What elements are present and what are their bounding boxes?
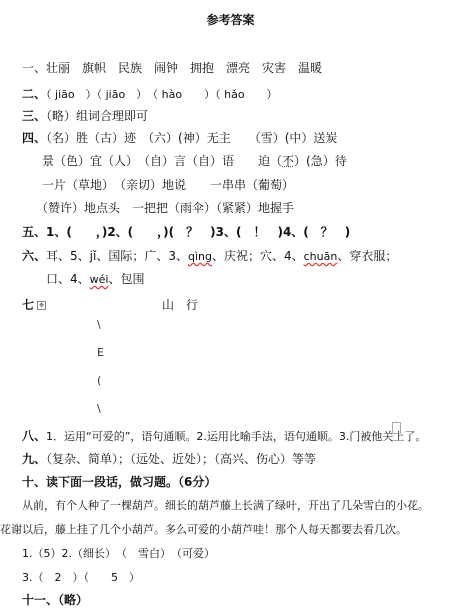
answer-5-number: 五、 [22, 225, 47, 239]
answer-4-line4: （赞许）地点头 一把把（雨伞）（紧紧）地握手 [36, 201, 295, 215]
cropped-poem-mark-4: \ [97, 402, 101, 415]
text-cursor-marker [392, 422, 401, 434]
answer-9-number: 九、 [22, 452, 47, 466]
answer-11 [22, 592, 88, 608]
answer-4-boxed-char: 不 [282, 154, 295, 168]
answer-6-line2-text-c: 、包围 [108, 272, 145, 286]
answer-6-text-a: 耳、5、jǐ、国际；广、3、 [46, 249, 188, 263]
answer-4-line2 [42, 153, 347, 169]
answer-3-number: 三、 [22, 109, 47, 123]
reading-paragraph-line1: 从前，有个人种了一棵葫芦。细长的葫芦藤上长满了绿叶，开出了几朵雪白的小花。 [22, 499, 429, 512]
answer-8-text: 1．运用“可爱的”，语句通顺。2.运用比喻手法，语句通顺。3.门被他关上了。 [46, 430, 427, 443]
answer-6-line2 [46, 271, 144, 288]
answer-4-number: 四、 [22, 131, 47, 145]
answer-4-line2-text-b: ）(急）待 [294, 154, 347, 168]
cropped-poem-mark-3: ( [97, 374, 102, 387]
answer-7-number: 七 [22, 298, 35, 312]
answer-2-number: 二、 [22, 87, 47, 101]
answer-11-number: 十一、 [22, 593, 59, 607]
answer-1 [22, 60, 322, 76]
answer-2-text: （ jiāo ）（ jiāo ） （ hào ）（ hǎo ） [46, 88, 278, 101]
answer-11-text: （略） [58, 593, 89, 607]
answer-8 [22, 428, 426, 445]
answer-4-line2-text-a: 景（色）宜（人） （自）言（自）语 迫（ [42, 154, 283, 168]
answer-2 [22, 86, 278, 103]
answer-3 [22, 108, 148, 124]
reading-paragraph-line2: 花谢以后，藤上挂了几个小葫芦。多么可爱的小葫芦哇！那个人每天都要去看几次。 [0, 523, 407, 536]
page-title: 参考答案 [206, 13, 255, 27]
pinyin-qing: qìng [187, 250, 212, 263]
answer-10-q3: 3.（ 2 ）（ 5 ） [22, 571, 140, 584]
answer-6-text-c: 、庆祝；穴、4、 [211, 249, 304, 263]
answer-8-number: 八、 [22, 429, 47, 443]
answer-4-line1 [22, 130, 337, 146]
answer-1-text: 一、壮丽 旗帜 民族 闹钟 拥抱 漂亮 灾害 温暖 [22, 61, 323, 75]
answer-4-line1-text: （名）胜（古）迹 （六）(神）无主 （雪）(中）送炭 [46, 131, 338, 145]
answer-5 [22, 224, 350, 240]
answer-9-text: （复杂、简单）；（远处、近处）；（高兴、伤心）等等 [46, 452, 317, 466]
answer-6-line1 [22, 248, 397, 265]
cropped-poem-mark-1: \ [97, 318, 101, 331]
pinyin-chuan: chuān [303, 250, 338, 263]
answer-6-text-e: 、穿衣服； [337, 249, 398, 263]
answer-6-number: 六、 [22, 249, 47, 263]
answer-10-q1: 1.（5）2.（细长） （ 雪白） （可爱） [22, 547, 215, 560]
answer-7 [22, 297, 46, 313]
section-10-heading: 十、读下面一段话，做习题。（6分） [22, 475, 217, 489]
answer-5-text: 1、( ，)2、( ，)( ？ )3、( ！ )4、( ？ ) [46, 225, 351, 239]
answer-6-line2-text-a: 口、4、 [46, 272, 90, 286]
answer-4-line3: 一片（草地） （亲切）地说 一串串（葡萄） [42, 178, 295, 192]
answer-3-text: （略）组词合理即可 [46, 109, 149, 123]
table-move-handle-icon[interactable]: ✥ [39, 302, 45, 309]
cropped-poem-mark-2: E [97, 346, 104, 359]
poem-title: 山 行 [162, 298, 199, 312]
answer-9 [22, 451, 316, 467]
pinyin-wei: wéi [89, 273, 109, 286]
